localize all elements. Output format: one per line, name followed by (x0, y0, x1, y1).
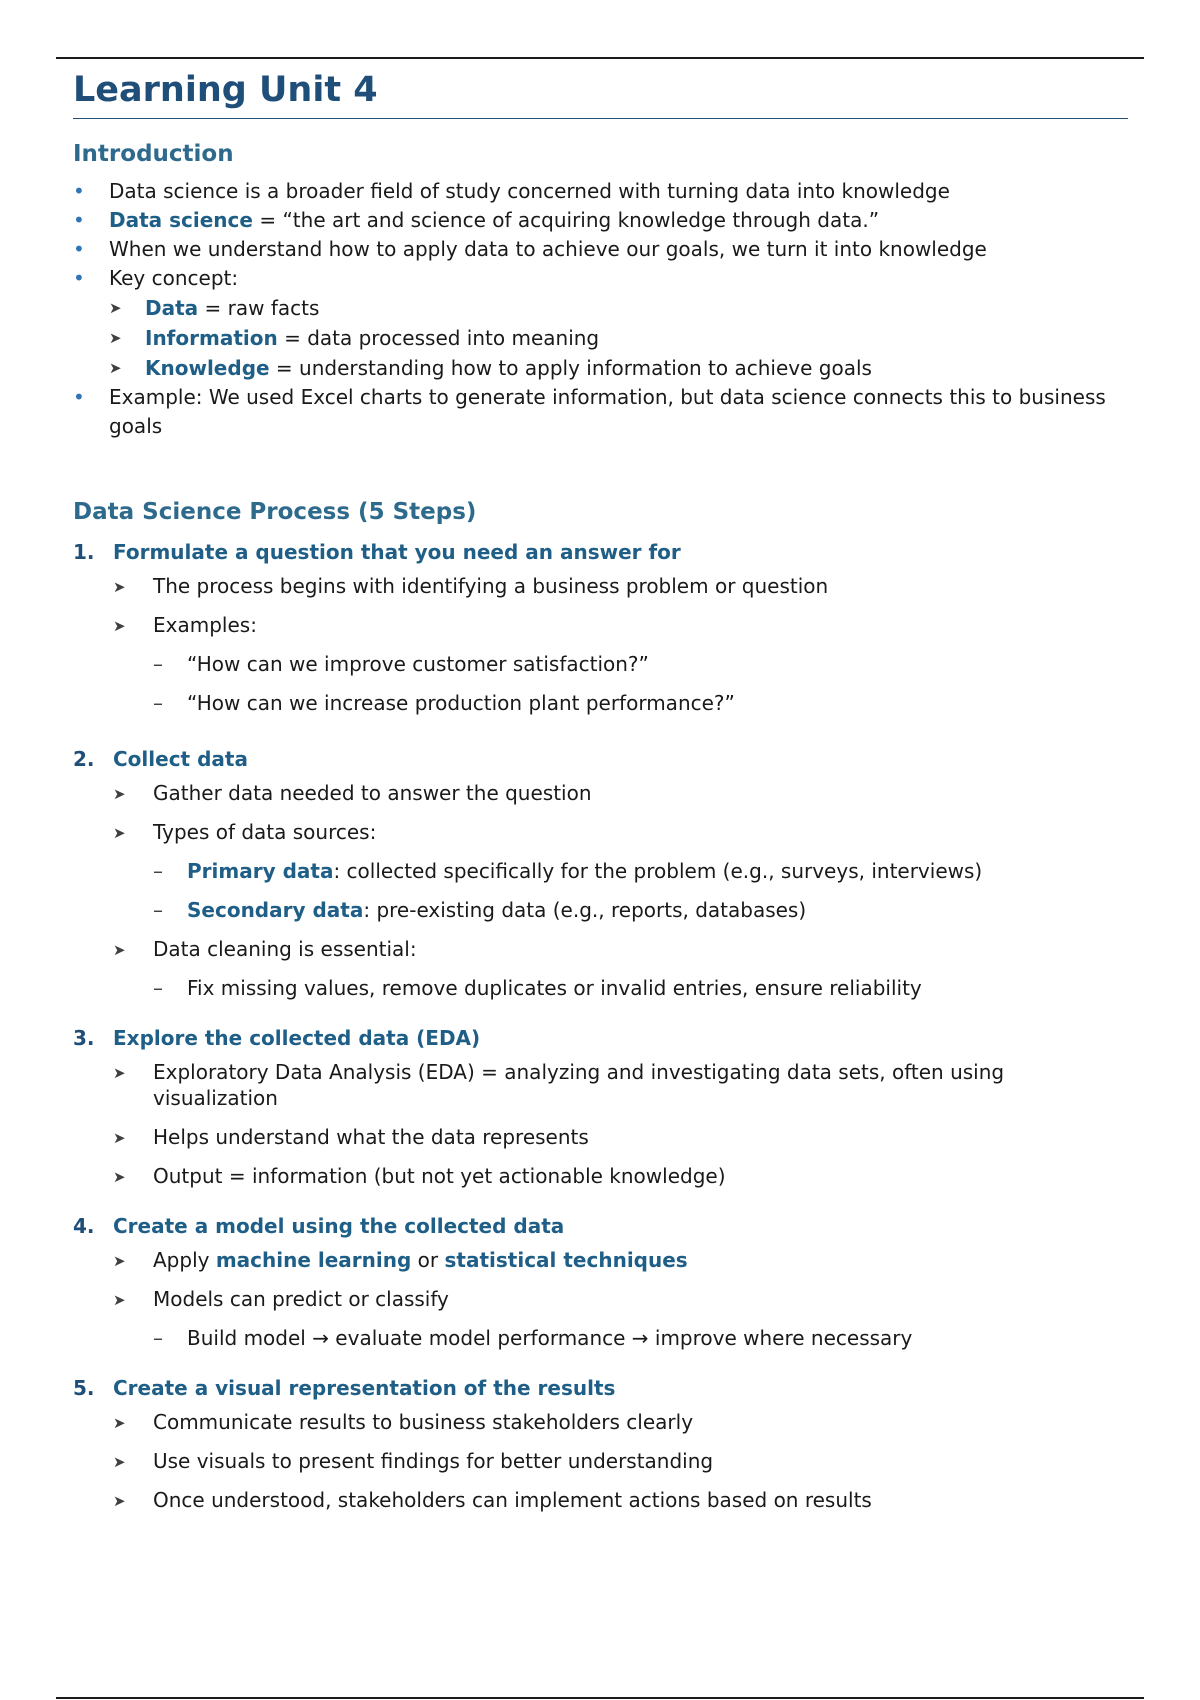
arrow-bullet-icon: ➤ (113, 1064, 126, 1082)
step-3 (73, 1023, 1128, 1189)
step-number: 4. (73, 1214, 95, 1238)
item-text: = “the art and science of acquiring knowledge through data.” (252, 208, 880, 232)
step-number: 3. (73, 1026, 95, 1050)
step-2 (73, 744, 1128, 1001)
item-text: Communicate results to business stakeholders clearly (153, 1410, 694, 1434)
sub-list (73, 975, 1128, 1001)
item-text: Exploratory Data Analysis (EDA) = analyzing and investigating data sets, often using visualization (153, 1060, 1005, 1110)
item-text: : pre-existing data (e.g., reports, databases) (363, 898, 807, 922)
process-heading: Data Science Process (5 Steps) (73, 499, 477, 525)
step-points (73, 1059, 1128, 1189)
item-text: “How can we increase production plant performance?” (187, 691, 735, 715)
keyword: Knowledge (145, 356, 270, 380)
list-item (73, 612, 1128, 716)
list-item (73, 780, 1128, 806)
step-title (73, 1373, 1128, 1403)
item-text: Key concept: (109, 266, 239, 290)
list-item (73, 235, 1128, 264)
step-number: 2. (73, 747, 95, 771)
item-text: Data cleaning is essential: (153, 937, 417, 961)
keyword: statistical techniques (444, 1248, 688, 1272)
list-item (73, 858, 1128, 884)
arrow-bullet-icon: ➤ (113, 1252, 126, 1270)
keyword: Information (145, 326, 278, 350)
arrow-bullet-icon: ➤ (113, 1414, 126, 1432)
keyword: Primary data (187, 859, 334, 883)
keyword: Data (145, 296, 199, 320)
dash-bullet-icon: – (153, 691, 163, 715)
item-text: Examples: (153, 613, 257, 637)
item-text: Build model → evaluate model performance → improve where necessary (187, 1326, 913, 1350)
dash-bullet-icon: – (153, 1326, 163, 1350)
list-item (73, 1409, 1128, 1435)
list-item (73, 1325, 1128, 1351)
list-item (73, 1059, 1128, 1111)
dash-bullet-icon: – (153, 859, 163, 883)
bottom-rule (56, 1697, 1144, 1699)
item-text: Helps understand what the data represents (153, 1125, 589, 1149)
step-title (73, 744, 1128, 774)
step-number: 1. (73, 540, 95, 564)
dash-bullet-icon: – (153, 976, 163, 1000)
step-title-text: Create a model using the collected data (113, 1214, 565, 1238)
list-item (73, 264, 1128, 383)
step-points (73, 1247, 1128, 1351)
list-item (73, 1487, 1128, 1513)
item-text: Types of data sources: (153, 820, 377, 844)
arrow-bullet-icon: ➤ (113, 1168, 126, 1186)
step-title (73, 1211, 1128, 1241)
arrow-bullet-icon: ➤ (113, 824, 126, 842)
intro-list (73, 177, 1128, 441)
step-title-text: Explore the collected data (EDA) (113, 1026, 481, 1050)
item-text: Use visuals to present findings for better understanding (153, 1449, 714, 1473)
item-text: The process begins with identifying a business problem or question (153, 574, 829, 598)
intro-heading: Introduction (73, 141, 234, 167)
arrow-bullet-icon: ➤ (113, 785, 126, 803)
document-page (73, 68, 1128, 1526)
sub-list (73, 1325, 1128, 1351)
arrow-bullet-icon: ➤ (113, 1129, 126, 1147)
step-title-text: Create a visual representation of the results (113, 1376, 616, 1400)
concept-list (109, 293, 1128, 383)
list-item (73, 1124, 1128, 1150)
step-title (73, 1023, 1128, 1053)
arrow-bullet-icon: ➤ (113, 1492, 126, 1510)
item-text: When we understand how to apply data to achieve our goals, we turn it into knowledge (109, 237, 987, 261)
list-item (73, 975, 1128, 1001)
sub-list (73, 858, 1128, 923)
list-item (73, 819, 1128, 923)
list-item (73, 177, 1128, 206)
sub-list (73, 651, 1128, 716)
step-title (73, 537, 1128, 567)
step-points (73, 573, 1128, 716)
keyword: machine learning (215, 1248, 412, 1272)
step-number: 5. (73, 1376, 95, 1400)
item-text: Apply (153, 1248, 216, 1272)
item-text: “How can we improve customer satisfaction?” (187, 652, 649, 676)
arrow-bullet-icon: ➤ (113, 617, 126, 635)
item-text: Fix missing values, remove duplicates or invalid entries, ensure reliability (187, 976, 922, 1000)
step-1 (73, 537, 1128, 716)
item-text: Gather data needed to answer the question (153, 781, 592, 805)
dash-bullet-icon: – (153, 652, 163, 676)
arrow-bullet-icon: ➤ (113, 1453, 126, 1471)
list-item (73, 936, 1128, 1001)
list-item (73, 897, 1128, 923)
arrow-bullet-icon: ➤ (109, 359, 122, 377)
step-5 (73, 1373, 1128, 1513)
item-text: = data processed into meaning (277, 326, 600, 350)
step-4 (73, 1211, 1128, 1351)
item-text: Once understood, stakeholders can implement actions based on results (153, 1488, 872, 1512)
step-points (73, 1409, 1128, 1513)
list-item (73, 1247, 1128, 1273)
list-item (73, 573, 1128, 599)
arrow-bullet-icon: ➤ (113, 1291, 126, 1309)
item-text: = understanding how to apply information to achieve goals (269, 356, 872, 380)
dash-bullet-icon: – (153, 898, 163, 922)
list-item (73, 651, 1128, 677)
step-title-text: Collect data (113, 747, 248, 771)
list-item (73, 383, 1128, 441)
arrow-bullet-icon: ➤ (109, 329, 122, 347)
page-title: Learning Unit 4 (73, 68, 1128, 119)
step-points (73, 780, 1128, 1001)
keyword: Secondary data (187, 898, 364, 922)
top-rule (56, 57, 1144, 59)
list-item (109, 293, 1128, 323)
item-text: Example: We used Excel charts to generate information, but data science connects this to business goals (109, 385, 1106, 438)
list-item (73, 1163, 1128, 1189)
keyword: Data science (109, 208, 253, 232)
arrow-bullet-icon: ➤ (113, 578, 126, 596)
arrow-bullet-icon: ➤ (109, 299, 122, 317)
item-text: Models can predict or classify (153, 1287, 449, 1311)
list-item (73, 1448, 1128, 1474)
item-text: Data science is a broader field of study concerned with turning data into knowledge (109, 179, 950, 203)
arrow-bullet-icon: ➤ (113, 941, 126, 959)
item-text: : collected specifically for the problem (e.g., surveys, interviews) (333, 859, 983, 883)
step-title-text: Formulate a question that you need an answer for (113, 540, 681, 564)
list-item (73, 206, 1128, 235)
item-text: Output = information (but not yet actionable knowledge) (153, 1164, 726, 1188)
list-item (73, 690, 1128, 716)
list-item (109, 323, 1128, 353)
list-item (73, 1286, 1128, 1351)
list-item (109, 353, 1128, 383)
item-text: or (411, 1248, 445, 1272)
item-text: = raw facts (198, 296, 320, 320)
